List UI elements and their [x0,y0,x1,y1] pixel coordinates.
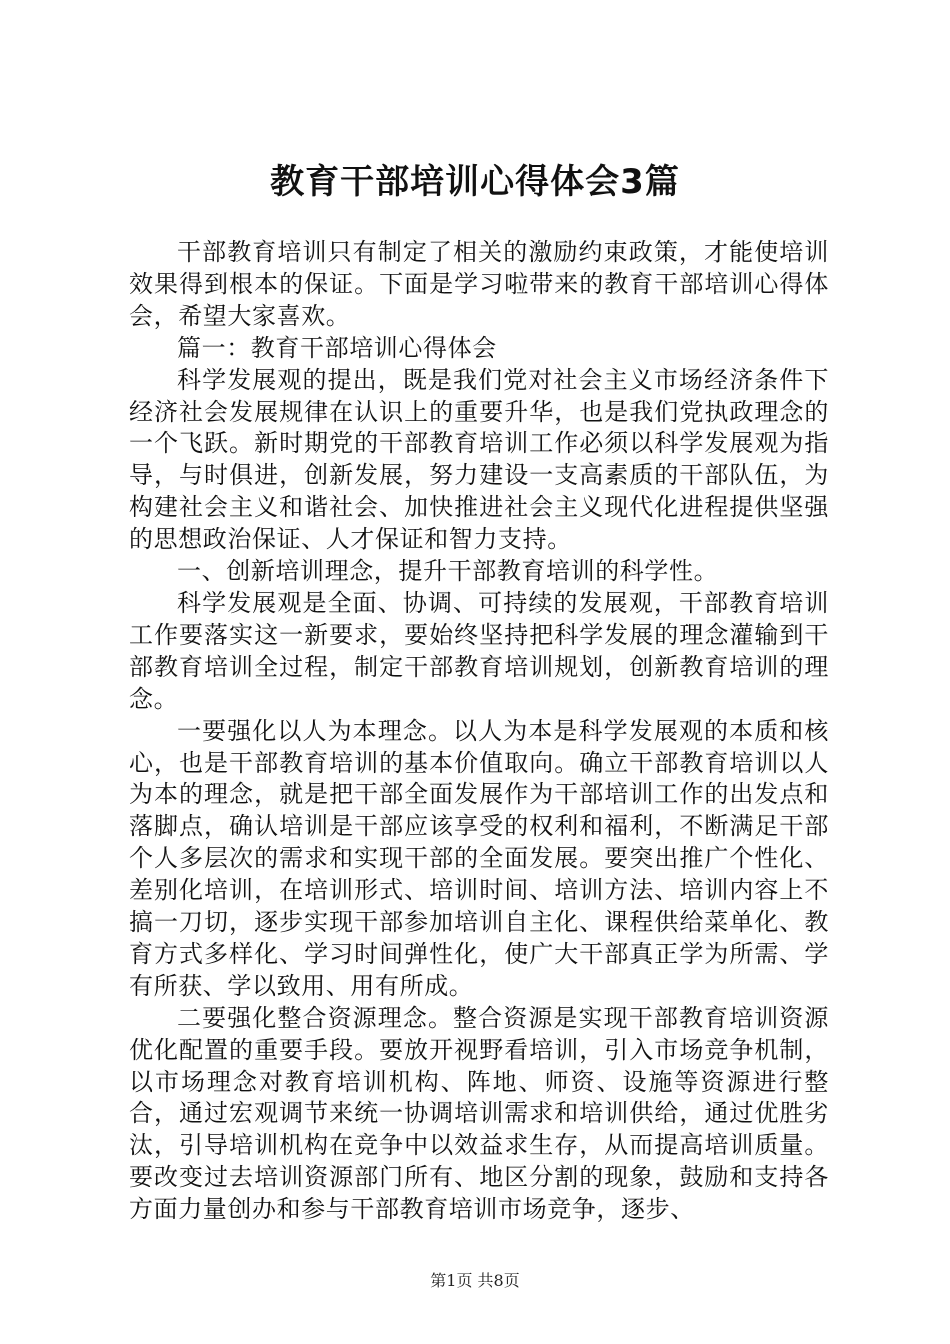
page-title: 教育干部培训心得体会3篇 [270,162,680,202]
paragraph-intro: 干部教育培训只有制定了相关的激励约束政策，才能使培训效果得到根本的保证。下面是学习啦带来的教育干部培训心得体会，希望大家喜欢。 [129,238,829,330]
paragraph-science-development: 科学发展观的提出，既是我们党对社会主义市场经济条件下经济社会发展规律在认识上的重要升华，也是我们党执政理念的一个飞跃。新时期党的干部教育培训工作必须以科学发展观为指导，与时俱进，创新发展，努力建设一支高素质的干部队伍，为构建社会主义和谐社会、加快推进社会主义现代化进程提供坚强的思想政治保证、人才保证和智力支持。 [129,365,829,554]
paragraph-people-oriented: 一要强化以人为本理念。以人为本是科学发展观的本质和核心，也是干部教育培训的基本价值取向。确立干部教育培训以人为本的理念，就是把干部全面发展作为干部培训工作的出发点和落脚点，确认培训是干部应该享受的权利和福利，不断满足干部个人多层次的需求和实现干部的全面发展。要突出推广个性化、差别化培训，在培训形式、培训时间、培训方法、培训内容上不搞一刀切，逐步实现干部参加培训自主化、课程供给菜单化、教育方式多样化、学习时间弹性化，使广大干部真正学为所需、学有所获、学以致用、用有所成。 [129,716,829,1000]
document-body [129,237,829,1226]
paragraph-resource-integration: 二要强化整合资源理念。整合资源是实现干部教育培训资源优化配置的重要手段。要放开视野看培训，引入市场竞争机制，以市场理念对教育培训机构、阵地、师资、设施等资源进行整合，通过宏观调节来统一协调培训需求和培训供给，通过优胜劣汰，引导培训机构在竞争中以效益求生存，从而提高培训质量。要改变过去培训资源部门所有、地区分割的现象，鼓励和支持各方面力量创办和参与干部教育培训市场竞争，逐步、 [129,1003,829,1224]
paragraph-innovation-concept: 科学发展观是全面、协调、可持续的发展观，干部教育培训工作要落实这一新要求，要始终坚持把科学发展的理念灌输到干部教育培训全过程，制定干部教育培训规划，创新教育培训的理念。 [129,588,829,713]
page-number-footer: 第1页 共8页 [430,1271,520,1290]
section-heading-innovation: 一、创新培训理念，提升干部教育培训的科学性。 [177,557,719,586]
section-heading-part-one: 篇一：教育干部培训心得体会 [177,333,497,362]
